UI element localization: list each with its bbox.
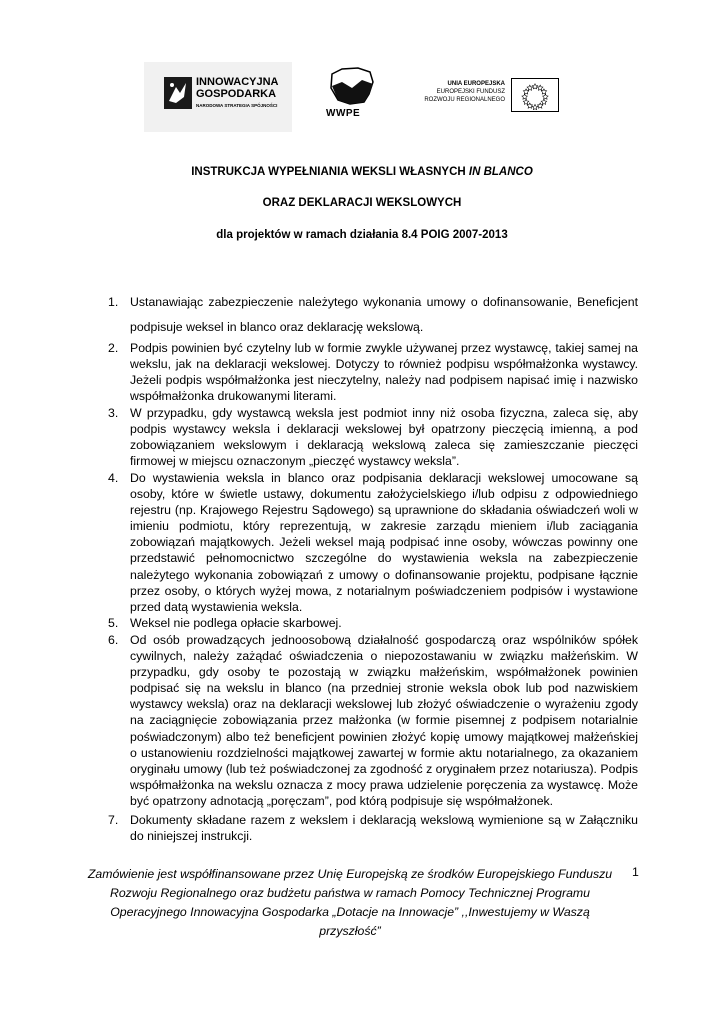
- list-item: 3. W przypadku, gdy wystawcą weksla jest podmiot inny niż osoba fizyczna, zaleca się, aby podpis wystawcy weksla i deklaracji wekslowej był opatrzony pieczęcią imienną, a pod zobowiązaniem wekslowym i deklaracją wekslową zaleca się zamieszczanie pieczęci firmowej w miejscu oznaczonym „pieczęć wystawcy weksla”.: [108, 406, 638, 469]
- funding-footer: Zamówienie jest współfinansowane przez Unię Europejską ze środków Europejskiego Funduszu Rozwoju Regionalnego oraz budżetu państwa w ramach Pomocy Technicznej Programu Operacyjnego Innowacyjna Gospodarka „Dotacje na Innowacje” ,,Inwestujemy w Waszą przyszłość”: [87, 867, 613, 938]
- ig-logo-subtitle: NARODOWA STRATEGIA SPÓJNOŚCI: [196, 103, 278, 108]
- list-item: 2. Podpis powinien być czytelny lub w formie zwykle używanej przez wystawcę, takiej samej na wekslu, jak na deklaracji wekslowej. Dotyczy to również podpisu współmałżonka wystawcy. Jeżeli podpis współmałżonka jest nieczytelny, należy nad podpisem napisać imię i nazwisko współmałżonka drukowanymi literami.: [108, 341, 638, 404]
- wwpe-label: WWPE: [326, 108, 361, 119]
- page-number: 1: [632, 865, 639, 879]
- ig-emblem-icon: [164, 77, 192, 109]
- document-title: INSTRUKCJA WYPEŁNIANIA WEKSLI WŁASNYCH IN BLANCO: [191, 166, 533, 178]
- innowacyjna-gospodarka-logo: [144, 62, 292, 132]
- poland-map-icon: [328, 66, 376, 106]
- list-item: 5. Weksel nie podlega opłacie skarbowej.: [108, 616, 342, 630]
- list-item: 4. Do wystawienia weksla in blanco oraz podpisania deklaracji wekslowej umocowane są osoby, które w świetle ustawy, dokumentu założycielskiego i/lub odpisu z odpowiedniego rejestru (np. Krajowego Rejestru Sądowego) są uprawnione do składania oświadczeń woli w imieniu podmiotu, który reprezentują, w zakresie zarządu mieniem i/lub zaciągania zobowiązań majątkowych. Jeżeli weksel mają podpisać inne osoby, wówczas powinny one przedstawić pełnomocnictwo szczególne do wystawienia weksla na zabezpieczenie należytego wykonania zobowiązań z umowy o dofinansowanie projektu, podpisane łącznie przez osoby, o których wyżej mowa, z notarialnym poświadczeniem podpisów i wystawione przed datą wystawienia weksla.: [108, 471, 638, 614]
- document-scope: dla projektów w ramach działania 8.4 POIG 2007-2013: [216, 229, 508, 241]
- eu-logo-text: UNIA EUROPEJSKA EUROPEJSKI FUNDUSZ ROZWOJU REGIONALNEGO: [424, 81, 505, 103]
- ig-logo-text: INNOWACYJNA GOSPODARKA: [196, 76, 279, 100]
- wwpe-logo: [322, 66, 380, 120]
- document-subtitle: ORAZ DEKLARACJI WEKSLOWYCH: [262, 197, 462, 209]
- list-item: 7. Dokumenty składane razem z wekslem i deklaracją wekslową wymienione są w Załączniku do niniejszej instrukcji.: [108, 813, 638, 844]
- list-item: 6. Od osób prowadzących jednoosobową działalność gospodarczą oraz wspólników spółek cywilnych, należy zażądać oświadczenia o niepozostawaniu w związku małżeńskim. W przypadku, gdy osoby te pozostają w związku małżeńskim, współmałżonek powinien podpisać się na wekslu in blanco (na przedniej stronie weksla obok lub pod nazwiskiem wystawcy weksla) oraz na deklaracji wekslowej lub złożyć oświadczenie o wyrażeniu zgody na zaciągnięcie zobowiązania przez małżonka (w formie pisemnej z podpisem notarialnie poświadczonym) albo też beneficjent powinien złożyć kopię umowy majątkowej małżeńskiej o ustanowieniu rozdzielności majątkowej zawartej w formie aktu notarialnego, za okazaniem oryginału umowy (lub też poświadczonej za zgodność z oryginałem przez notariusza). Podpis współmałżonka na wekslu oznacza z mocy prawa udzielenie poręczenia za wystawcę. Może być opatrzony adnotacją „poręczam”, pod którą podpisuje się współmałżonek.: [108, 633, 638, 808]
- eu-flag-icon: [511, 78, 559, 112]
- list-item: 1. Ustanawiając zabezpieczenie należytego wykonania umowy o dofinansowanie, Beneficjent podpisuje weksel in blanco oraz deklarację wekslową.: [108, 295, 638, 334]
- eu-logo: [423, 78, 560, 112]
